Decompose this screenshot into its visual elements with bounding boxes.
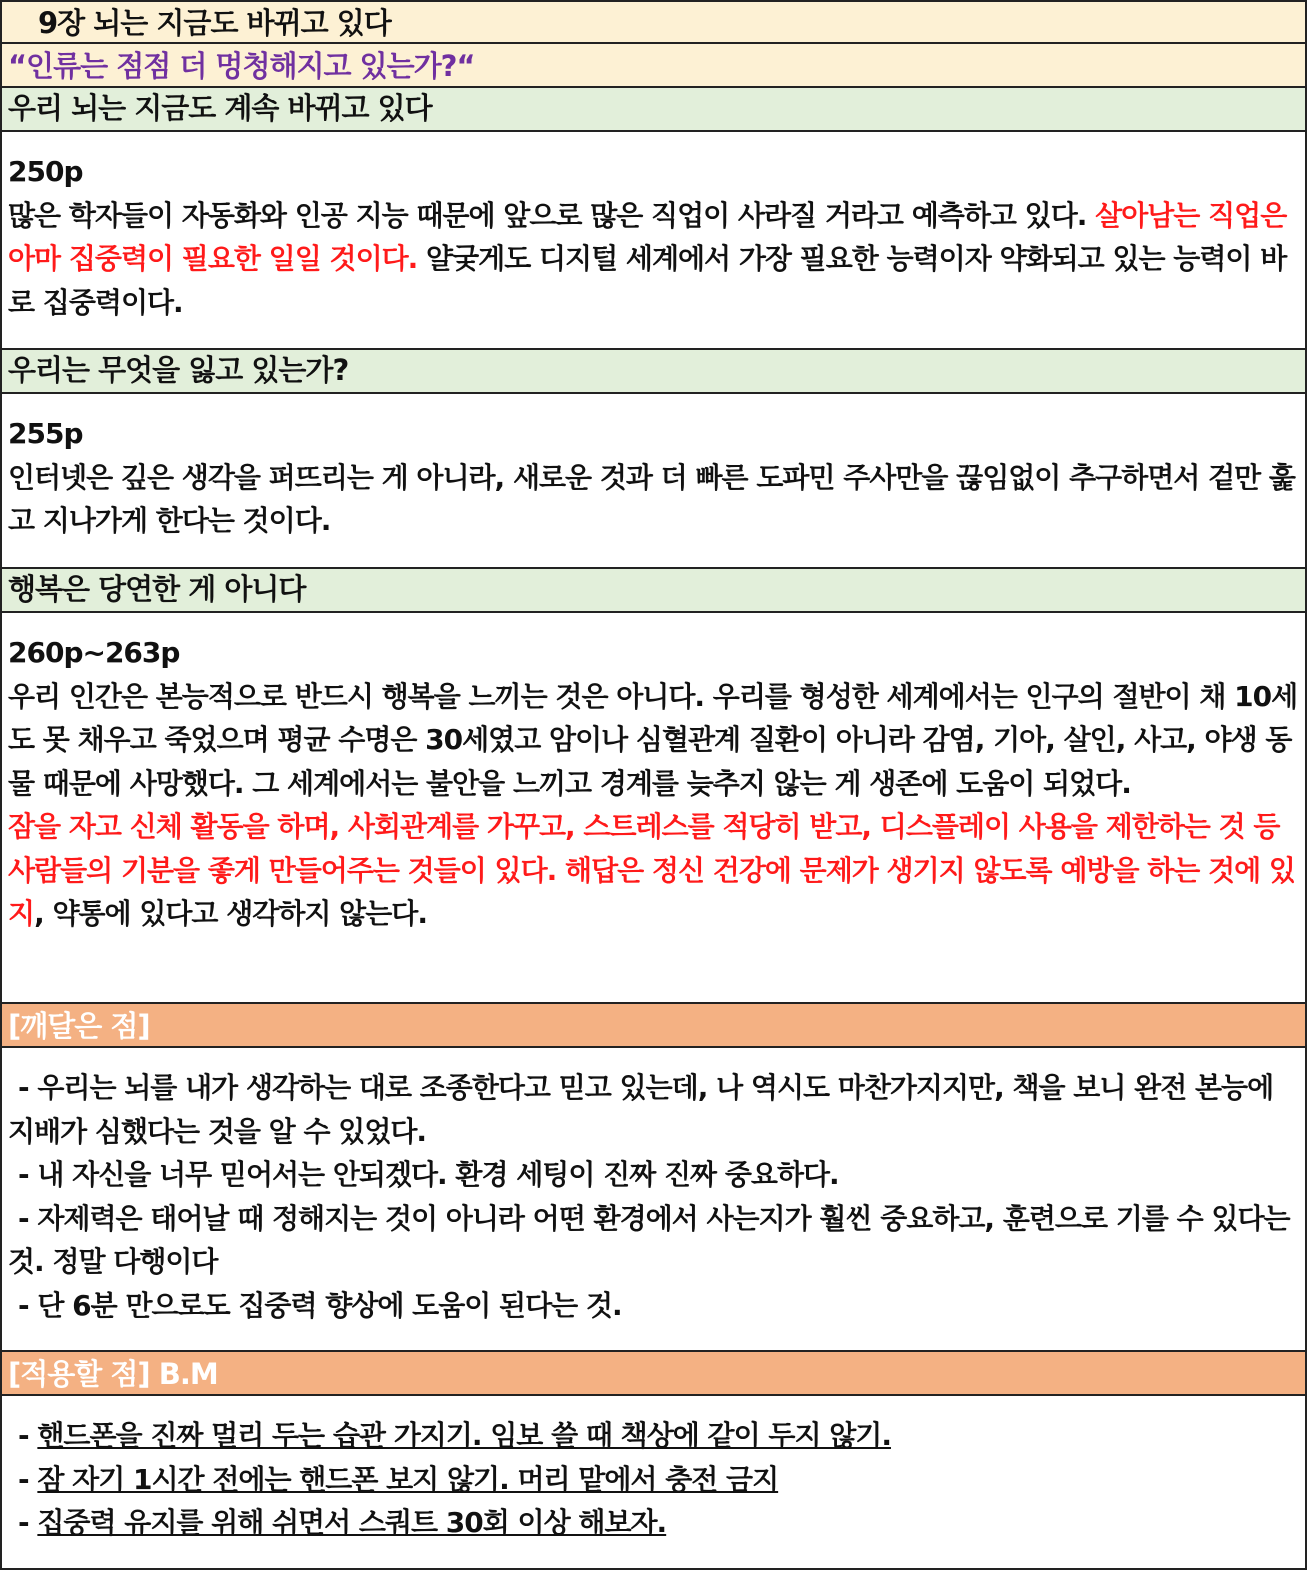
list-dash: - xyxy=(18,1462,38,1496)
section-heading: 행복은 당연한 게 아니다 xyxy=(2,569,1305,613)
list-item: - 단 6분 만으로도 집중력 향상에 도움이 된다는 것. xyxy=(18,1288,622,1322)
chapter-title: 9장 뇌는 지금도 바뀌고 있다 xyxy=(2,2,1305,44)
list-dash: - xyxy=(18,1506,38,1539)
body-text: , 약통에 있다고 생각하지 않는다. xyxy=(34,897,427,930)
section-heading: 우리는 무엇을 잃고 있는가? xyxy=(2,350,1305,394)
body-text: 많은 학자들이 자동화와 인공 지능 때문에 앞으로 많은 직업이 사라질 거라고 예측하고 있다. xyxy=(8,198,1096,232)
section-body xyxy=(2,613,1305,1004)
list-text: 잠 자기 1시간 전에는 핸드폰 보지 않기. 머리 맡에서 충전 금지 xyxy=(37,1462,779,1496)
list-text: 집중력 유지를 위해 쉬면서 스쿼트 30회 이상 해보자. xyxy=(37,1506,667,1539)
list-item: - 우리는 뇌를 내가 생각하는 대로 조종한다고 믿고 있는데, 나 역시도 마찬가지지만, 책을 보니 완전 본능에 지배가 심했다는 것을 알 수 있었다. xyxy=(8,1071,1274,1148)
application-list xyxy=(2,1396,1305,1570)
section-body xyxy=(2,394,1305,569)
realization-heading: [깨달은 점] xyxy=(2,1004,1305,1048)
list-item xyxy=(8,1501,1299,1545)
highlight-text: 살아남는 직업은 아마 집중력이 필요한 일일 것이다. xyxy=(8,198,1287,275)
application-heading: [적용할 점] B.M xyxy=(2,1352,1305,1396)
realization-list xyxy=(2,1048,1305,1352)
section-heading: 우리 뇌는 지금도 계속 바뀌고 있다 xyxy=(2,88,1305,132)
highlight-text: 잠을 자고 신체 활동을 하며, 사회관계를 가꾸고, 스트레스를 적당히 받고, 디스플레이 사용을 제한하는 것 등 사람들의 기분을 좋게 만들어주는 것들이 있다. 해답은 정신 건강에 문제가 생기지 않도록 예방을 하는 것에 있지 xyxy=(8,810,1295,930)
list-item xyxy=(8,1458,1299,1502)
body-text: 우리 인간은 본능적으로 반드시 행복을 느끼는 것은 아니다. 우리를 형성한 세계에서는 인구의 절반이 채 10세도 못 채우고 죽었으며 평균 수명은 30세였고 암이나 심혈관계 질환이 아니라 감염, 기아, 살인, 사고, 야생 동물 때문에 사망했다. 그 세계에서는 불안을 느끼고 경계를 늦추지 않는 게 생존에 도움이 되었다. xyxy=(8,679,1298,800)
list-item: - 자제력은 태어날 때 정해지는 것이 아니라 어떤 환경에서 사는지가 훨씬 중요하고, 훈련으로 기를 수 있다는 것. 정말 다행이다 xyxy=(8,1201,1290,1278)
body-text: 인터넷은 깊은 생각을 퍼뜨리는 게 아니라, 새로운 것과 더 빠른 도파민 주사만을 끊임없이 추구하면서 겉만 훑고 지나가게 한다는 것이다. xyxy=(8,460,1295,537)
page-number: 250p xyxy=(8,155,83,188)
page-number: 260p~263p xyxy=(8,636,180,669)
list-text: 핸드폰을 진짜 멀리 두는 습관 가지기. 임보 쓸 때 책상에 같이 두지 않기. xyxy=(37,1419,891,1452)
body-text: 얄궂게도 디지털 세계에서 가장 필요한 능력이자 약화되고 있는 능력이 바로 집중력이다. xyxy=(8,242,1287,319)
list-item: - 내 자신을 너무 믿어서는 안되겠다. 환경 세팅이 진짜 진짜 중요하다. xyxy=(18,1158,839,1191)
list-dash: - xyxy=(18,1419,38,1452)
chapter-question: “인류는 점점 더 멍청해지고 있는가?“ xyxy=(2,44,1305,88)
page-number: 255p xyxy=(8,417,83,450)
section-body xyxy=(2,132,1305,350)
list-item xyxy=(8,1414,1299,1458)
